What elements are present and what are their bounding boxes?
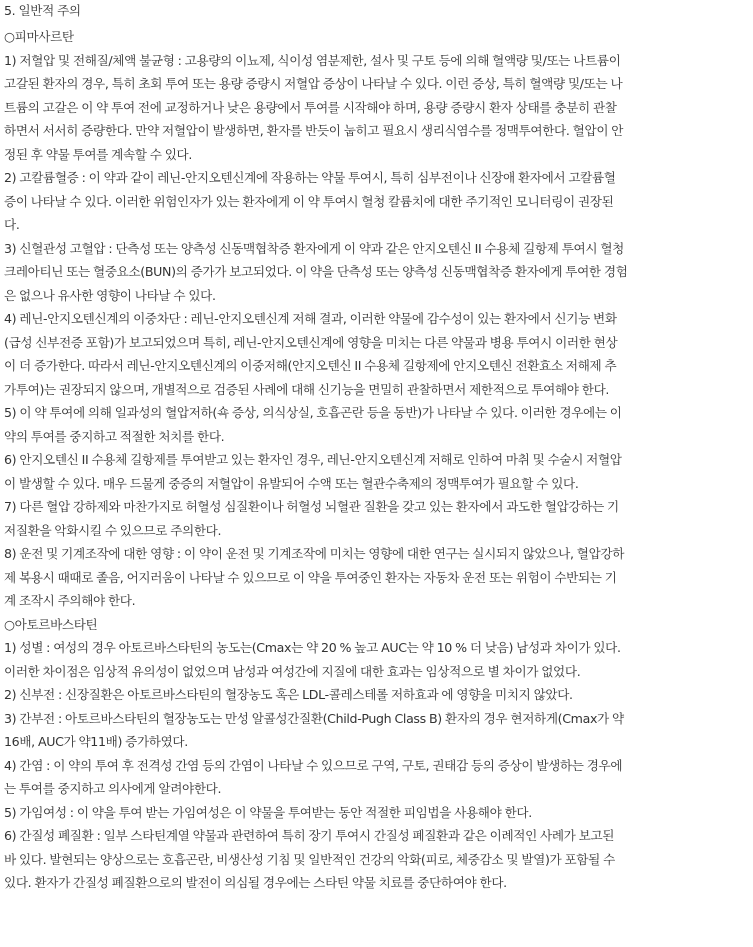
text-line: ○아토르바스타틴 bbox=[4, 616, 98, 632]
text-line: 트륨의 고갈은 이 약 투여 전에 교정하거나 낮은 용량에서 투여를 시작해야 하며, 용량 증량시 환자 상태를 충분히 관찰 bbox=[4, 99, 617, 115]
text-line: 증이 나타날 수 있다. 이러한 위험인자가 있는 환자에게 이 약 투여시 혈청 칼륨치에 대한 주기적인 모니터링이 권장된 bbox=[4, 193, 614, 209]
text-line: 가투여)는 권장되지 않으며, 개별적으로 검증된 사례에 대해 신기능을 면밀히 관찰하면서 제한적으로 투여해야 한다. bbox=[4, 381, 610, 397]
text-line: 2) 고칼륨혈증 : 이 약과 같이 레닌-안지오텐신계에 작용하는 약물 투여시, 특히 심부전이나 신장애 환자에서 고칼륨혈 bbox=[4, 170, 616, 185]
text-line: 5) 가임여성 : 이 약을 투여 받는 가임여성은 이 약물을 투여받는 동안 적절한 피임법을 사용해야 한다. bbox=[4, 804, 532, 820]
text-line: 있다. 환자가 간질성 폐질환으로의 발전이 의심될 경우에는 스타틴 약물 치료를 중단하여야 한다. bbox=[4, 875, 507, 890]
text-line: ○피마사르탄 bbox=[4, 29, 74, 44]
text-line: 약의 투여를 중지하고 적절한 처치를 한다. bbox=[4, 428, 225, 444]
text-line: 이 더 증가한다. 따라서 레닌-안지오텐신계의 이중저해(안지오텐신 II 수용체 길항제에 안지오텐신 전환효소 저해제 추 bbox=[4, 358, 617, 373]
text-line: 하면서 서서히 증량한다. 만약 저혈압이 발생하면, 환자를 반듯이 눕히고 필요시 생리식염수를 정맥투여한다. 혈압이 안 bbox=[4, 123, 624, 138]
text-line: 8) 운전 및 기계조작에 대한 영향 : 이 약이 운전 및 기계조작에 미치는 영향에 대한 연구는 실시되지 않았으나, 혈압강하 bbox=[4, 546, 625, 561]
text-line: 은 없으나 유사한 영향이 나타날 수 있다. bbox=[4, 287, 216, 303]
text-line: 6) 안지오텐신 II 수용체 길항제를 투여받고 있는 환자인 경우, 레닌-안지오텐신계 저해로 인하여 마취 및 수술시 저혈압 bbox=[4, 452, 622, 467]
text-line: 1) 저혈압 및 전해질/체액 불균형 : 고용량의 이뇨제, 식이성 염분제한, 설사 및 구토 등에 의해 혈액량 및/또는 나트륨이 bbox=[4, 52, 621, 68]
text-line: 7) 다른 혈압 강하제와 마찬가지로 허혈성 심질환이나 허혈성 뇌혈관 질환을 갖고 있는 환자에서 과도한 혈압강하는 기 bbox=[4, 499, 619, 514]
text-line: 고갈된 환자의 경우, 특히 초회 투여 또는 용량 증량시 저혈압 증상이 나타날 수 있다. 이런 증상, 특히 혈액량 및/또는 나 bbox=[4, 76, 623, 91]
text-line: 정된 후 약물 투여를 계속할 수 있다. bbox=[4, 146, 192, 162]
text-line: 다. bbox=[4, 217, 20, 232]
text-line: 이러한 차이점은 임상적 유의성이 없었으며 남성과 여성간에 지질에 대한 효과는 임상적으로 별 차이가 없었다. bbox=[4, 663, 581, 679]
text-line: 3) 간부전 : 아토르바스타틴의 혈장농도는 만성 알콜성간질환(Child-Pugh Class B) 환자의 경우 현저하게(Cmax가 약 bbox=[4, 710, 624, 726]
text-line: 16배, AUC가 약11배) 증가하였다. bbox=[4, 734, 188, 749]
section-heading: 5. 일반적 주의 bbox=[4, 3, 81, 18]
text-line: 4) 간염 : 이 약의 투여 후 전격성 간염 등의 간염이 나타날 수 있으므로 구역, 구토, 권태감 등의 증상이 발생하는 경우에 bbox=[4, 757, 623, 773]
text-line: 는 투여를 중지하고 의사에게 알려야한다. bbox=[4, 781, 222, 796]
text-line: 계 조작시 주의해야 한다. bbox=[4, 593, 136, 608]
text-line: (급성 신부전증 포함)가 보고되었으며 특히, 레닌-안지오텐신계에 영향을 미치는 다른 약물과 병용 투여시 이러한 현상 bbox=[4, 334, 618, 350]
text-line: 제 복용시 때때로 졸음, 어지러움이 나타날 수 있으므로 이 약을 투여중인 환자는 자동차 운전 또는 위험이 수반되는 기 bbox=[4, 569, 617, 585]
text-line: 5) 이 약 투여에 의해 일과성의 혈압저하(쇽 증상, 의식상실, 호흡곤란 등을 동반)가 나타날 수 있다. 이러한 경우에는 이 bbox=[4, 405, 622, 420]
text-line: 1) 성별 : 여성의 경우 아토르바스타틴의 농도는(Cmax는 약 20 % 높고 AUC는 약 10 % 더 낮음) 남성과 차이가 있다. bbox=[4, 640, 621, 655]
text-line: 바 있다. 발현되는 양상으로는 호흡곤란, 비생산성 기침 및 일반적인 건강의 악화(피로, 체중감소 및 발열)가 포함될 수 bbox=[4, 851, 615, 867]
text-line: 크레아티닌 또는 혈중요소(BUN)의 증가가 보고되었다. 이 약을 단측성 또는 양측성 신동맥협착증 환자에게 투여한 경험 bbox=[4, 264, 628, 279]
text-line: 저질환을 악화시킬 수 있으므로 주의한다. bbox=[4, 522, 222, 538]
text-line: 6) 간질성 폐질환 : 일부 스타틴계열 약물과 관련하여 특히 장기 투여시 간질성 폐질환과 같은 이례적인 사례가 보고된 bbox=[4, 828, 615, 843]
text-line: 이 발생할 수 있다. 매우 드물게 중증의 저혈압이 유발되어 수액 또는 혈관수축제의 정맥투여가 필요할 수 있다. bbox=[4, 475, 579, 491]
text-line: 3) 신혈관성 고혈압 : 단측성 또는 양측성 신동맥협착증 환자에게 이 약과 같은 안지오텐신 II 수용체 길항제 투여시 혈청 bbox=[4, 240, 624, 256]
text-line: 4) 레닌-안지오텐신계의 이중차단 : 레닌-안지오텐신계 저해 결과, 이러한 약물에 감수성이 있는 환자에서 신기능 변화 bbox=[4, 311, 617, 326]
text-line: 2) 신부전 : 신장질환은 아토르바스타틴의 혈장농도 혹은 LDL-콜레스테롤 저하효과 에 영향을 미치지 않았다. bbox=[4, 687, 573, 702]
